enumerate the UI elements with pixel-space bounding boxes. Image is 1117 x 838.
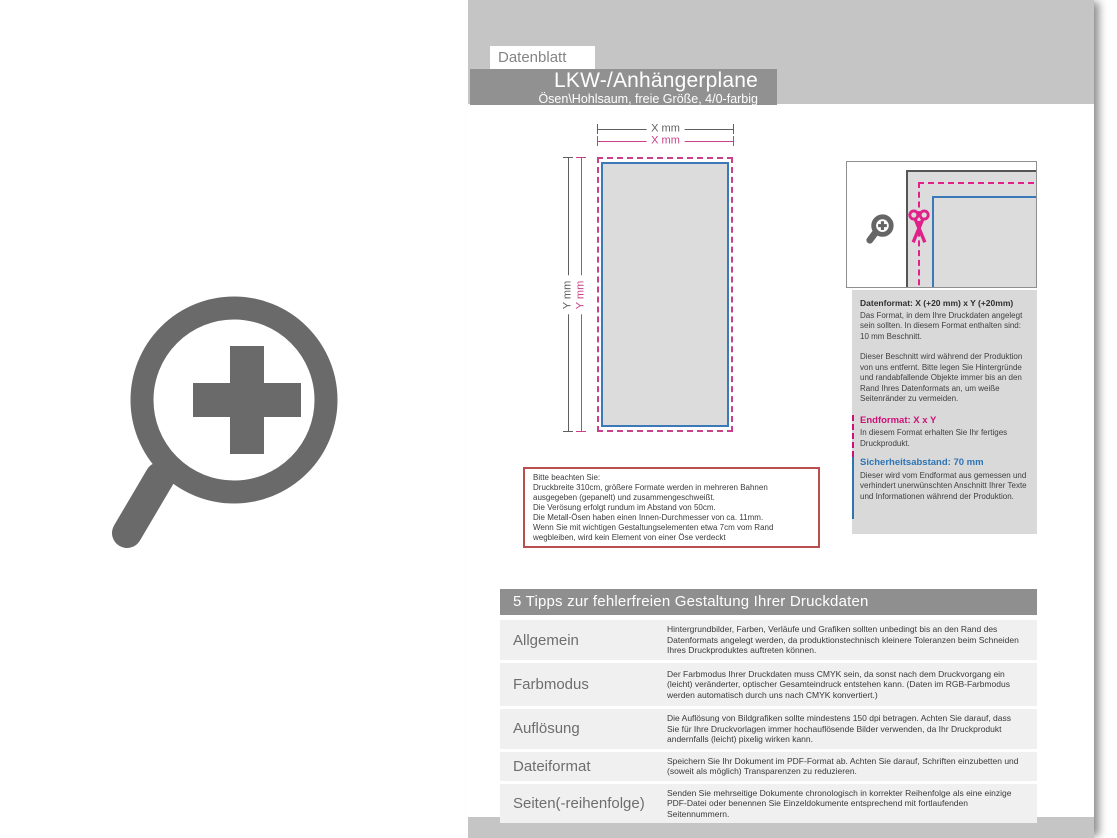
sicherheitsabstand-text: Dieser wird vom Endformat aus gemessen und verhindert unerwünschten Anschnitt Ihrer Texte und Informationen während der Produktion. bbox=[860, 470, 1027, 501]
endformat-heading: Endformat: X x Y bbox=[860, 414, 937, 426]
endformat-text: In diesem Format erhalten Sie Ihr fertiges Druckprodukt. bbox=[860, 428, 1008, 448]
corner-detail-box bbox=[846, 161, 1037, 288]
dimension-y-outer-label: Y mm bbox=[563, 275, 574, 314]
datenformat-text2: Dieser Beschnitt wird während der Produktion von uns entfernt. Bitte legen Sie Hintergründe und randabfallende Objekte immer bis an den Rand Ihres Datenformats an, um weiße Seitenränder zu vermeiden. bbox=[860, 352, 1023, 403]
tips-header: 5 Tipps zur fehlerfreien Gestaltung Ihrer Druckdaten bbox=[500, 589, 1037, 615]
sicherheitsabstand-section bbox=[860, 458, 1029, 502]
endformat-rect bbox=[601, 162, 729, 427]
row-label: Farbmodus bbox=[513, 676, 589, 693]
table-row bbox=[500, 784, 1037, 824]
datasheet-page bbox=[468, 0, 1094, 838]
row-label: Allgemein bbox=[513, 631, 579, 649]
row-label: Dateiformat bbox=[513, 757, 591, 775]
notice-box bbox=[523, 467, 820, 548]
dimension-x-outer bbox=[597, 124, 734, 134]
table-row bbox=[500, 752, 1037, 781]
table-row bbox=[500, 620, 1037, 660]
title-bar bbox=[470, 69, 777, 105]
dimension-y-inner-label: Y mm bbox=[576, 275, 587, 314]
dimension-y-outer bbox=[563, 157, 573, 432]
row-label: Seiten(-reihenfolge) bbox=[513, 794, 645, 812]
row-text: Die Auflösung von Bildgrafiken sollte mindestens 150 dpi betragen. Achten Sie darauf, dass Sie für Ihre Druckvorlagen immer hochauflösende Bilder verwenden, da Ihr Druckprodukt andernfalls (leicht) pixelig wirken kann. bbox=[667, 713, 1011, 744]
notice-title: Bitte beachten Sie: bbox=[533, 473, 601, 482]
table-row bbox=[500, 709, 1037, 749]
dimension-x-inner bbox=[597, 136, 734, 146]
dimension-x-outer-label: X mm bbox=[646, 124, 685, 135]
tab-label: Datenblatt bbox=[498, 49, 567, 66]
dimension-y-inner bbox=[576, 157, 586, 432]
sicherheitsabstand-indicator-line bbox=[852, 457, 854, 519]
zoom-in-icon bbox=[863, 212, 898, 247]
format-info-panel bbox=[852, 290, 1037, 534]
corner-illustration bbox=[906, 170, 1037, 288]
notice-line: Wenn Sie mit wichtigen Gestaltungselementen etwa 7cm vom Rand wegbleiben, wird kein Element von einer Öse verdeckt bbox=[533, 523, 774, 542]
zoom-in-icon[interactable] bbox=[85, 255, 385, 555]
endformat-indicator-line bbox=[852, 415, 854, 457]
row-text: Der Farbmodus Ihrer Druckdaten muss CMYK sein, da sonst nach dem Druckvorgang ein (leicht) veränderter, optischer Gesamteindruck entstehen kann. (Daten im RGB-Farbmodus werden automatisch durch uns nach CMYK konvertiert.) bbox=[667, 668, 1010, 700]
row-label: Auflösung bbox=[513, 720, 580, 738]
notice-line: Druckbreite 310cm, größere Formate werden in mehreren Bahnen ausgegeben (gepanelt) und zusammengeschweißt. bbox=[533, 483, 768, 502]
tips-table bbox=[500, 620, 1037, 826]
scissors-icon bbox=[906, 206, 932, 250]
row-text: Hintergrundbilder, Farben, Verläufe und Grafiken sollten unbedingt bis an den Rand des Datenformats angelegt werden, da produktionstechnisch kleinere Toleranzen beim Schneiden Ihres Druckproduktes auftreten können. bbox=[667, 624, 1019, 656]
dimension-x-inner-label: X mm bbox=[646, 136, 685, 147]
datenformat-text: Das Format, in dem Ihre Druckdaten angelegt sein sollten. In diesem Format enthalten sind: 10 mm Beschnitt. bbox=[860, 310, 1023, 341]
page-title: LKW-/Anhängerplane bbox=[553, 69, 758, 92]
notice-line: Die Metall-Ösen haben einen Innen-Durchmesser von ca. 11mm. bbox=[533, 513, 764, 522]
notice-line: Die Verösung erfolgt rundum im Abstand von 50cm. bbox=[533, 503, 716, 512]
page-subtitle: Ösen\Hohlsaum, freie Größe, 4/0-farbig bbox=[538, 92, 758, 106]
safety-line bbox=[932, 196, 1037, 288]
sicherheitsabstand-heading: Sicherheitsabstand: 70 mm bbox=[860, 457, 984, 468]
endformat-section bbox=[860, 416, 1029, 450]
datenformat-heading: Datenformat: X (+20 mm) x Y (+20mm) bbox=[860, 298, 1014, 308]
row-text: Senden Sie mehrseitige Dokumente chronologisch in korrekter Reihenfolge als eine einzige PDF-Datei oder benennen Sie Einzeldokumente entsprechend mit fortlaufenden Seitennummern. bbox=[667, 787, 1012, 819]
datenblatt-tab bbox=[490, 46, 595, 69]
row-text: Speichern Sie Ihr Dokument im PDF-Format ab. Achten Sie darauf, Schriften einzubetten und (soweit als möglich) Transparenzen zu reduzieren. bbox=[667, 755, 1019, 776]
table-row bbox=[500, 663, 1037, 706]
